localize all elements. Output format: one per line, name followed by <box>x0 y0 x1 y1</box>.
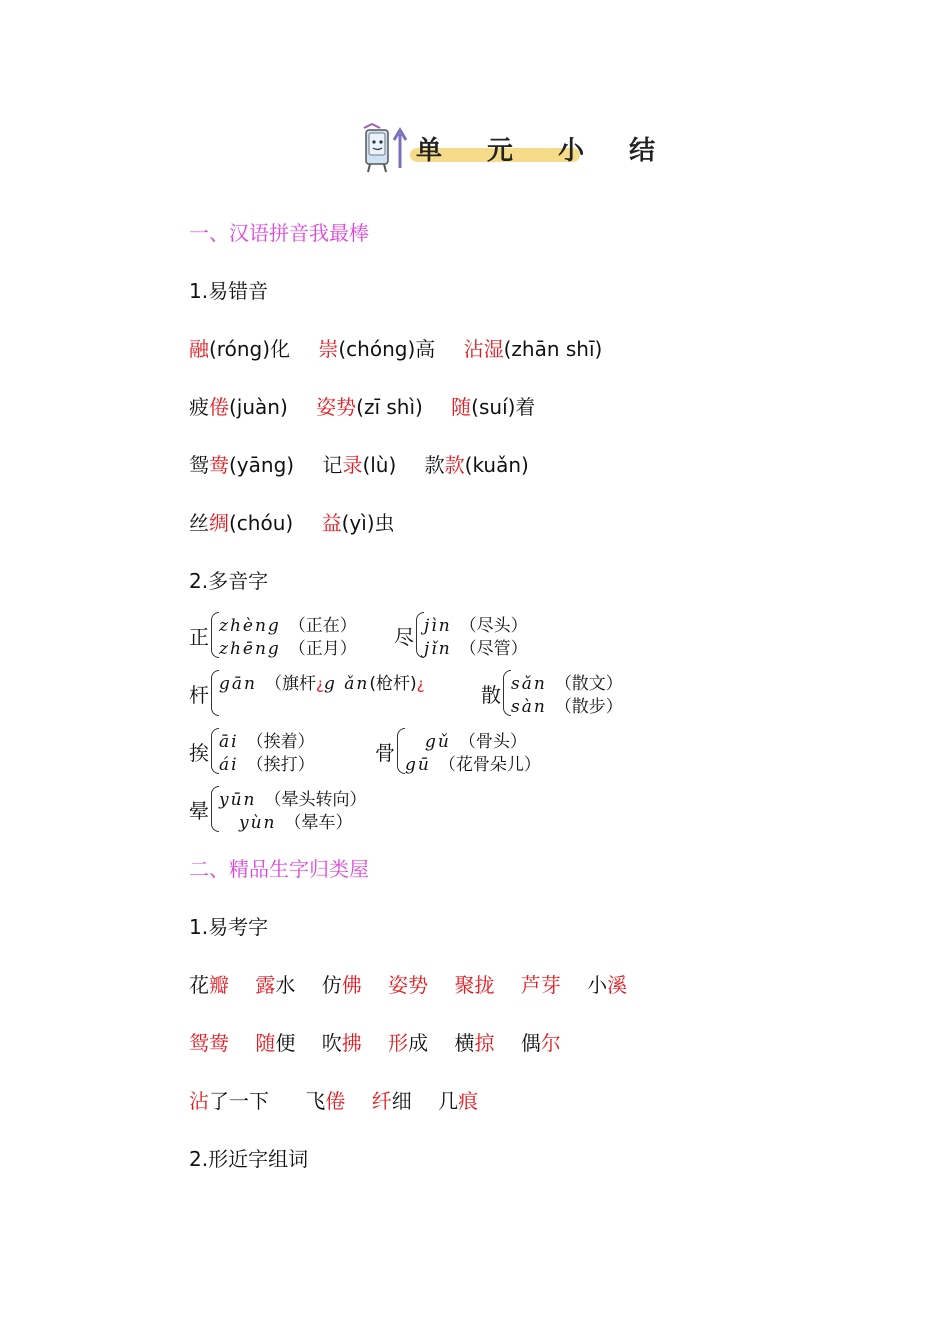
unit-summary-banner <box>358 122 674 176</box>
error-sound-line-2: 疲倦(juàn) 姿势(zī shì) 随(suí)着 <box>189 395 536 419</box>
subheading-easy-mistake-sounds: 1.易错音 <box>189 279 269 303</box>
easy-test-row-3: 沾了一下 飞倦 纤细 几痕 <box>189 1089 479 1113</box>
subheading-polyphones: 2.多音字 <box>189 569 269 593</box>
easy-test-row-2: 鸳鸯 随便 吹拂 形成 横掠 偶尔 <box>189 1031 561 1055</box>
banner-title: 单 元 小 结 <box>416 136 674 166</box>
book-mascot-icon <box>358 122 412 174</box>
section-title-pinyin: 一、汉语拼音我最棒 <box>189 221 369 245</box>
error-sound-line-1: 融(róng)化 崇(chóng)高 沾湿(zhān shī) <box>189 337 603 361</box>
easy-test-row-1: 花瓣 露水 仿佛 姿势 聚拢 芦芽 小溪 <box>189 973 628 997</box>
subheading-similar-characters: 2.形近字组词 <box>189 1147 309 1171</box>
section-title-characters: 二、精品生字归类屋 <box>189 857 369 881</box>
subheading-easy-test-characters: 1.易考字 <box>189 915 269 939</box>
error-sound-line-3: 鸳鸯(yāng) 记录(lù) 款款(kuǎn) <box>189 453 529 477</box>
error-sound-line-4: 丝绸(chóu) 益(yì)虫 <box>189 511 395 535</box>
